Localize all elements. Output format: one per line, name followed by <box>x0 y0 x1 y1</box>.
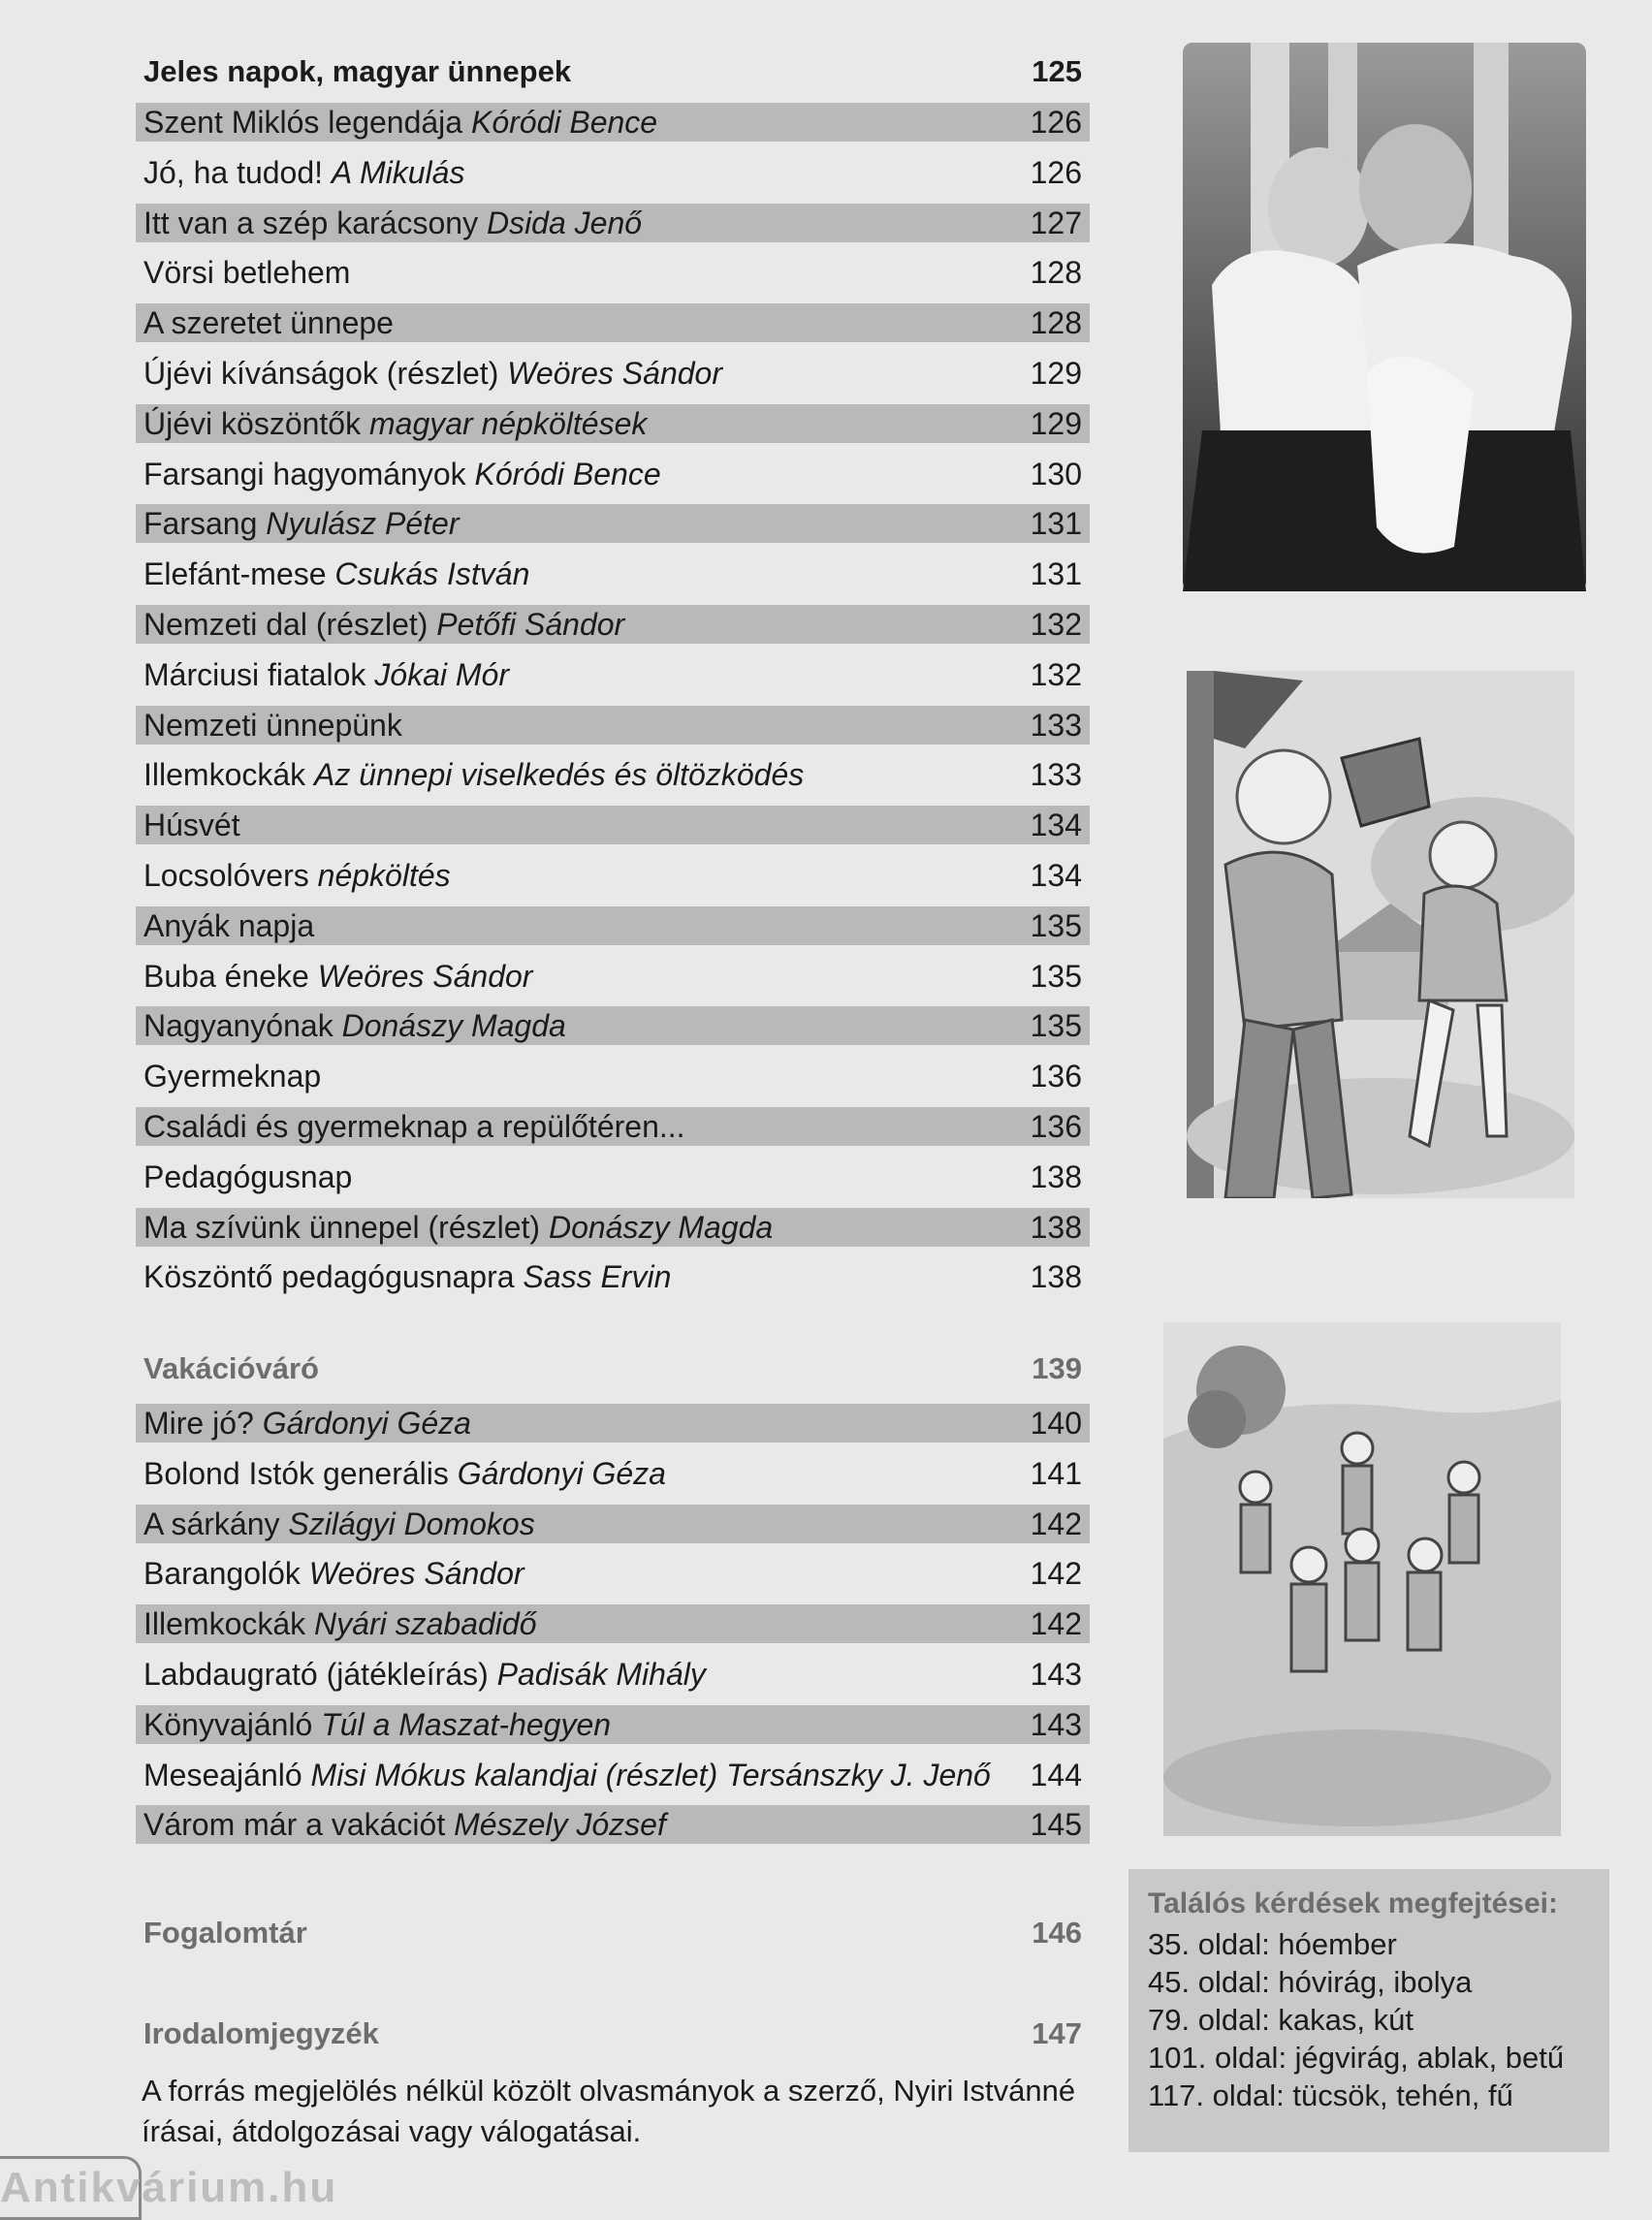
toc-entry-page: 138 <box>1030 1158 1082 1194</box>
toc-entry[interactable] <box>136 555 1090 593</box>
toc-entry-page: 132 <box>1030 607 1082 642</box>
toc-entry-title <box>143 1805 666 1844</box>
toc-entry-title <box>143 1756 991 1794</box>
toc-entry[interactable] <box>136 253 1090 292</box>
toc-entry[interactable] <box>136 1208 1090 1247</box>
entry-author: Donászy Magda <box>341 1008 566 1044</box>
toc-entry-page: 142 <box>1030 1556 1082 1592</box>
toc-entry[interactable] <box>136 1057 1090 1095</box>
entry-title: Jó, ha tudod! <box>143 154 324 190</box>
entry-author: Nyulász Péter <box>266 506 460 542</box>
toc-entry-title <box>143 1454 666 1493</box>
toc-entry-title <box>143 1655 706 1694</box>
toc-entry-page: 135 <box>1030 958 1082 994</box>
entry-author: Donászy Magda <box>548 1209 774 1245</box>
toc-entry[interactable] <box>136 1107 1090 1146</box>
section-title: Irodalomjegyzék <box>143 2016 379 2050</box>
source-note: A forrás megjelölés nélkül közölt olvasmányok a szerző, Nyiri Istvánné írásai, átdolgozásai vagy válogatásai. <box>142 2074 1076 2148</box>
toc-entry[interactable] <box>136 153 1090 192</box>
riddle-answer: 35. oldal: hóember <box>1148 1927 1397 1961</box>
toc-entry[interactable] <box>136 204 1090 242</box>
toc-entry[interactable] <box>136 806 1090 844</box>
toc-entry-title <box>143 1554 524 1593</box>
entry-author: Kóródi Bence <box>470 105 658 140</box>
toc-entry-title <box>143 1208 773 1247</box>
entry-title: Várom már a vakációt <box>143 1807 446 1843</box>
toc-entry[interactable] <box>136 1257 1090 1296</box>
entry-title: Farsang <box>143 506 258 542</box>
toc-entry-page: 136 <box>1030 1059 1082 1094</box>
entry-title: Könyvajánló <box>143 1706 313 1742</box>
toc-entry-title <box>143 1107 685 1146</box>
toc-entry-title <box>143 253 350 292</box>
toc-entry-title <box>143 1505 535 1543</box>
entry-title: Nemzeti ünnepünk <box>143 707 402 743</box>
toc-entry-title <box>143 856 451 895</box>
toc-entry[interactable] <box>136 1158 1090 1196</box>
entry-author: Padisák Mihály <box>496 1657 706 1692</box>
riddle-answers-heading: Találós kérdések megfejtései: <box>1148 1887 1558 1919</box>
toc-entry[interactable] <box>136 1705 1090 1744</box>
entry-title: A szeretet ünnepe <box>143 305 394 341</box>
toc-entry-page: 142 <box>1030 1606 1082 1642</box>
toc-entry[interactable] <box>136 755 1090 794</box>
section-heading-jeles[interactable] <box>136 50 1090 93</box>
toc-entry-page: 135 <box>1030 907 1082 943</box>
entry-author: Mészely József <box>454 1807 666 1843</box>
entry-author: Gárdonyi Géza <box>262 1406 471 1441</box>
entry-title: Anyák napja <box>143 907 315 943</box>
toc-entry-title <box>143 153 464 192</box>
toc-entry[interactable] <box>136 354 1090 393</box>
entry-title: Labdaugrató (játékleírás) <box>143 1657 489 1692</box>
toc-entry-title <box>143 504 459 543</box>
entry-author: A Mikulás <box>331 154 465 190</box>
entry-author: Gárdonyi Géza <box>457 1455 666 1491</box>
entry-title: Elefánt-mese <box>143 556 327 592</box>
entry-title: Meseajánló <box>143 1757 302 1792</box>
toc-entry-page: 142 <box>1030 1506 1082 1541</box>
toc-entry[interactable] <box>136 957 1090 996</box>
toc-entry[interactable] <box>136 103 1090 142</box>
entry-author: Misi Mókus kalandjai (részlet) Tersánszky J. Jenő <box>310 1757 991 1792</box>
toc-entry-title <box>143 655 509 694</box>
riddle-answer: 45. oldal: hóvirág, ibolya <box>1148 1965 1473 1999</box>
entry-author: Szilágyi Domokos <box>288 1506 535 1541</box>
photo-girls-folk-costume <box>1183 43 1586 591</box>
toc-entry-page: 143 <box>1030 1706 1082 1742</box>
toc-entry-page: 132 <box>1030 656 1082 692</box>
entry-author: népköltés <box>317 858 451 893</box>
toc-entry-page: 129 <box>1030 356 1082 391</box>
toc-entry-title <box>143 1006 566 1045</box>
entry-title: Illemkockák <box>143 1606 306 1642</box>
entry-title: Vörsi betlehem <box>143 255 351 291</box>
entry-title: Barangolók <box>143 1556 301 1592</box>
entry-title: Újévi kívánságok (részlet) <box>143 356 499 391</box>
toc-entry-title <box>143 957 532 996</box>
toc-entry-page: 133 <box>1030 707 1082 743</box>
toc-entry-title <box>143 1404 471 1443</box>
toc-entry-page: 131 <box>1030 506 1082 542</box>
entry-title: Húsvét <box>143 808 240 843</box>
toc-entry-page: 133 <box>1030 757 1082 793</box>
section-title: Vakációváró <box>143 1351 319 1385</box>
toc-entry-title <box>143 354 722 393</box>
section-page-number: 146 <box>1032 1916 1082 1950</box>
toc-entry-page: 134 <box>1030 808 1082 843</box>
toc-entry[interactable] <box>136 906 1090 945</box>
riddle-answer: 101. oldal: jégvirág, ablak, betű <box>1148 2041 1565 2075</box>
entry-title: Illemkockák <box>143 757 306 793</box>
toc-entry-page: 126 <box>1030 154 1082 190</box>
toc-entry-page: 140 <box>1030 1406 1082 1441</box>
section-heading-irodalom[interactable] <box>136 2013 1090 2055</box>
toc-entry-title <box>143 1057 321 1095</box>
toc-entry-title <box>143 103 657 142</box>
section-heading-fogalomtar[interactable] <box>136 1912 1090 1954</box>
toc-entry-page: 129 <box>1030 405 1082 441</box>
toc-entry-title <box>143 404 647 443</box>
toc-entry[interactable] <box>136 404 1090 443</box>
toc-entry-page: 136 <box>1030 1109 1082 1144</box>
toc-entry-title <box>143 605 624 644</box>
section-title: Jeles napok, magyar ünnepek <box>143 54 572 88</box>
toc-entry[interactable] <box>136 1554 1090 1593</box>
toc-entry[interactable] <box>136 504 1090 543</box>
toc-entry-page: 131 <box>1030 556 1082 592</box>
entry-title: A sárkány <box>143 1506 280 1541</box>
toc-entry-page: 135 <box>1030 1008 1082 1044</box>
toc-entry[interactable] <box>136 856 1090 895</box>
toc-entry-page: 141 <box>1030 1455 1082 1491</box>
entry-author: Túl a Maszat-hegyen <box>321 1706 612 1742</box>
toc-entry[interactable] <box>136 1655 1090 1694</box>
entry-title: Buba éneke <box>143 958 309 994</box>
toc-entry[interactable] <box>136 655 1090 694</box>
toc-entry[interactable] <box>136 303 1090 342</box>
toc-entry[interactable] <box>136 1805 1090 1844</box>
toc-entry-title <box>143 303 394 342</box>
entry-title: Családi és gyermeknap a repülőtéren... <box>143 1109 685 1144</box>
entry-author: Kóródi Bence <box>474 456 661 492</box>
toc-entry[interactable] <box>136 1454 1090 1493</box>
toc-entry-page: 128 <box>1030 255 1082 291</box>
entry-title: Bolond Istók generális <box>143 1455 449 1491</box>
toc-entry-title <box>143 706 402 745</box>
toc-entry-page: 138 <box>1030 1259 1082 1295</box>
entry-author: Az ünnepi viselkedés és öltözködés <box>314 757 805 793</box>
toc-entry-title <box>143 806 240 844</box>
toc-entry[interactable] <box>136 1604 1090 1643</box>
entry-title: Farsangi hagyományok <box>143 456 466 492</box>
toc-entry-page: 134 <box>1030 858 1082 893</box>
entry-author: Dsida Jenő <box>486 205 643 240</box>
riddle-answer: 117. oldal: tücsök, tehén, fű <box>1148 2078 1513 2112</box>
entry-title: Szent Miklós legendája <box>143 105 463 140</box>
toc-entry-title <box>143 1604 537 1643</box>
entry-title: Nagyanyónak <box>143 1008 334 1044</box>
entry-author: Petőfi Sándor <box>436 607 625 642</box>
section-page-number: 139 <box>1032 1351 1082 1385</box>
entry-author: Weöres Sándor <box>308 1556 524 1592</box>
entry-title: Itt van a szép karácsony <box>143 205 479 240</box>
toc-entry-title <box>143 906 314 945</box>
entry-title: Köszöntő pedagógusnapra <box>143 1259 515 1295</box>
watermark-text: Antikvárium.hu <box>0 2164 338 2211</box>
entry-title: Újévi köszöntők <box>143 405 362 441</box>
entry-author: Sass Ervin <box>523 1259 672 1295</box>
entry-title: Gyermeknap <box>143 1059 322 1094</box>
entry-title: Márciusi fiatalok <box>143 656 366 692</box>
entry-title: Mire jó? <box>143 1406 254 1441</box>
toc-entry-title <box>143 1705 611 1744</box>
section-page-number: 147 <box>1032 2016 1082 2050</box>
toc-entry-title <box>143 204 642 242</box>
entry-title: Ma szívünk ünnepel (részlet) <box>143 1209 541 1245</box>
section-page-number: 125 <box>1032 54 1082 88</box>
entry-title: Locsolóvers <box>143 858 309 893</box>
toc-entry-title <box>143 455 661 493</box>
toc-entry[interactable] <box>136 605 1090 644</box>
riddle-answers-box <box>1128 1869 1609 2152</box>
entry-author: magyar népköltések <box>368 405 648 441</box>
entry-title: Pedagógusnap <box>143 1158 353 1194</box>
toc-entry-title <box>143 1257 671 1296</box>
toc-entry[interactable] <box>136 1756 1090 1794</box>
toc-entry[interactable] <box>136 455 1090 493</box>
toc-entry-page: 130 <box>1030 456 1082 492</box>
toc-entry[interactable] <box>136 1505 1090 1543</box>
toc-entry-page: 138 <box>1030 1209 1082 1245</box>
entry-author: Weöres Sándor <box>507 356 722 391</box>
riddle-answer: 79. oldal: kakas, kút <box>1148 2003 1414 2037</box>
toc-entry-page: 126 <box>1030 105 1082 140</box>
toc-entry-title <box>143 755 804 794</box>
entry-author: Nyári szabadidő <box>314 1606 537 1642</box>
toc-entry-title <box>143 555 529 593</box>
toc-entry[interactable] <box>136 706 1090 745</box>
entry-title: Nemzeti dal (részlet) <box>143 607 429 642</box>
section-heading-vakacio[interactable] <box>136 1348 1090 1390</box>
toc-entry-page: 144 <box>1030 1757 1082 1792</box>
illustration-easter-watering <box>1187 671 1574 1198</box>
entry-author: Csukás István <box>334 556 530 592</box>
toc-entry-title <box>143 1158 352 1196</box>
toc-entry-page: 145 <box>1030 1807 1082 1843</box>
toc-entry[interactable] <box>136 1404 1090 1443</box>
illustration-children-playing <box>1163 1322 1561 1836</box>
entry-author: Jókai Mór <box>374 656 509 692</box>
toc-entry-page: 143 <box>1030 1657 1082 1692</box>
toc-entry-page: 128 <box>1030 305 1082 341</box>
section-title: Fogalomtár <box>143 1916 307 1950</box>
toc-entry-page: 127 <box>1030 205 1082 240</box>
toc-entry[interactable] <box>136 1006 1090 1045</box>
entry-author: Weöres Sándor <box>317 958 533 994</box>
